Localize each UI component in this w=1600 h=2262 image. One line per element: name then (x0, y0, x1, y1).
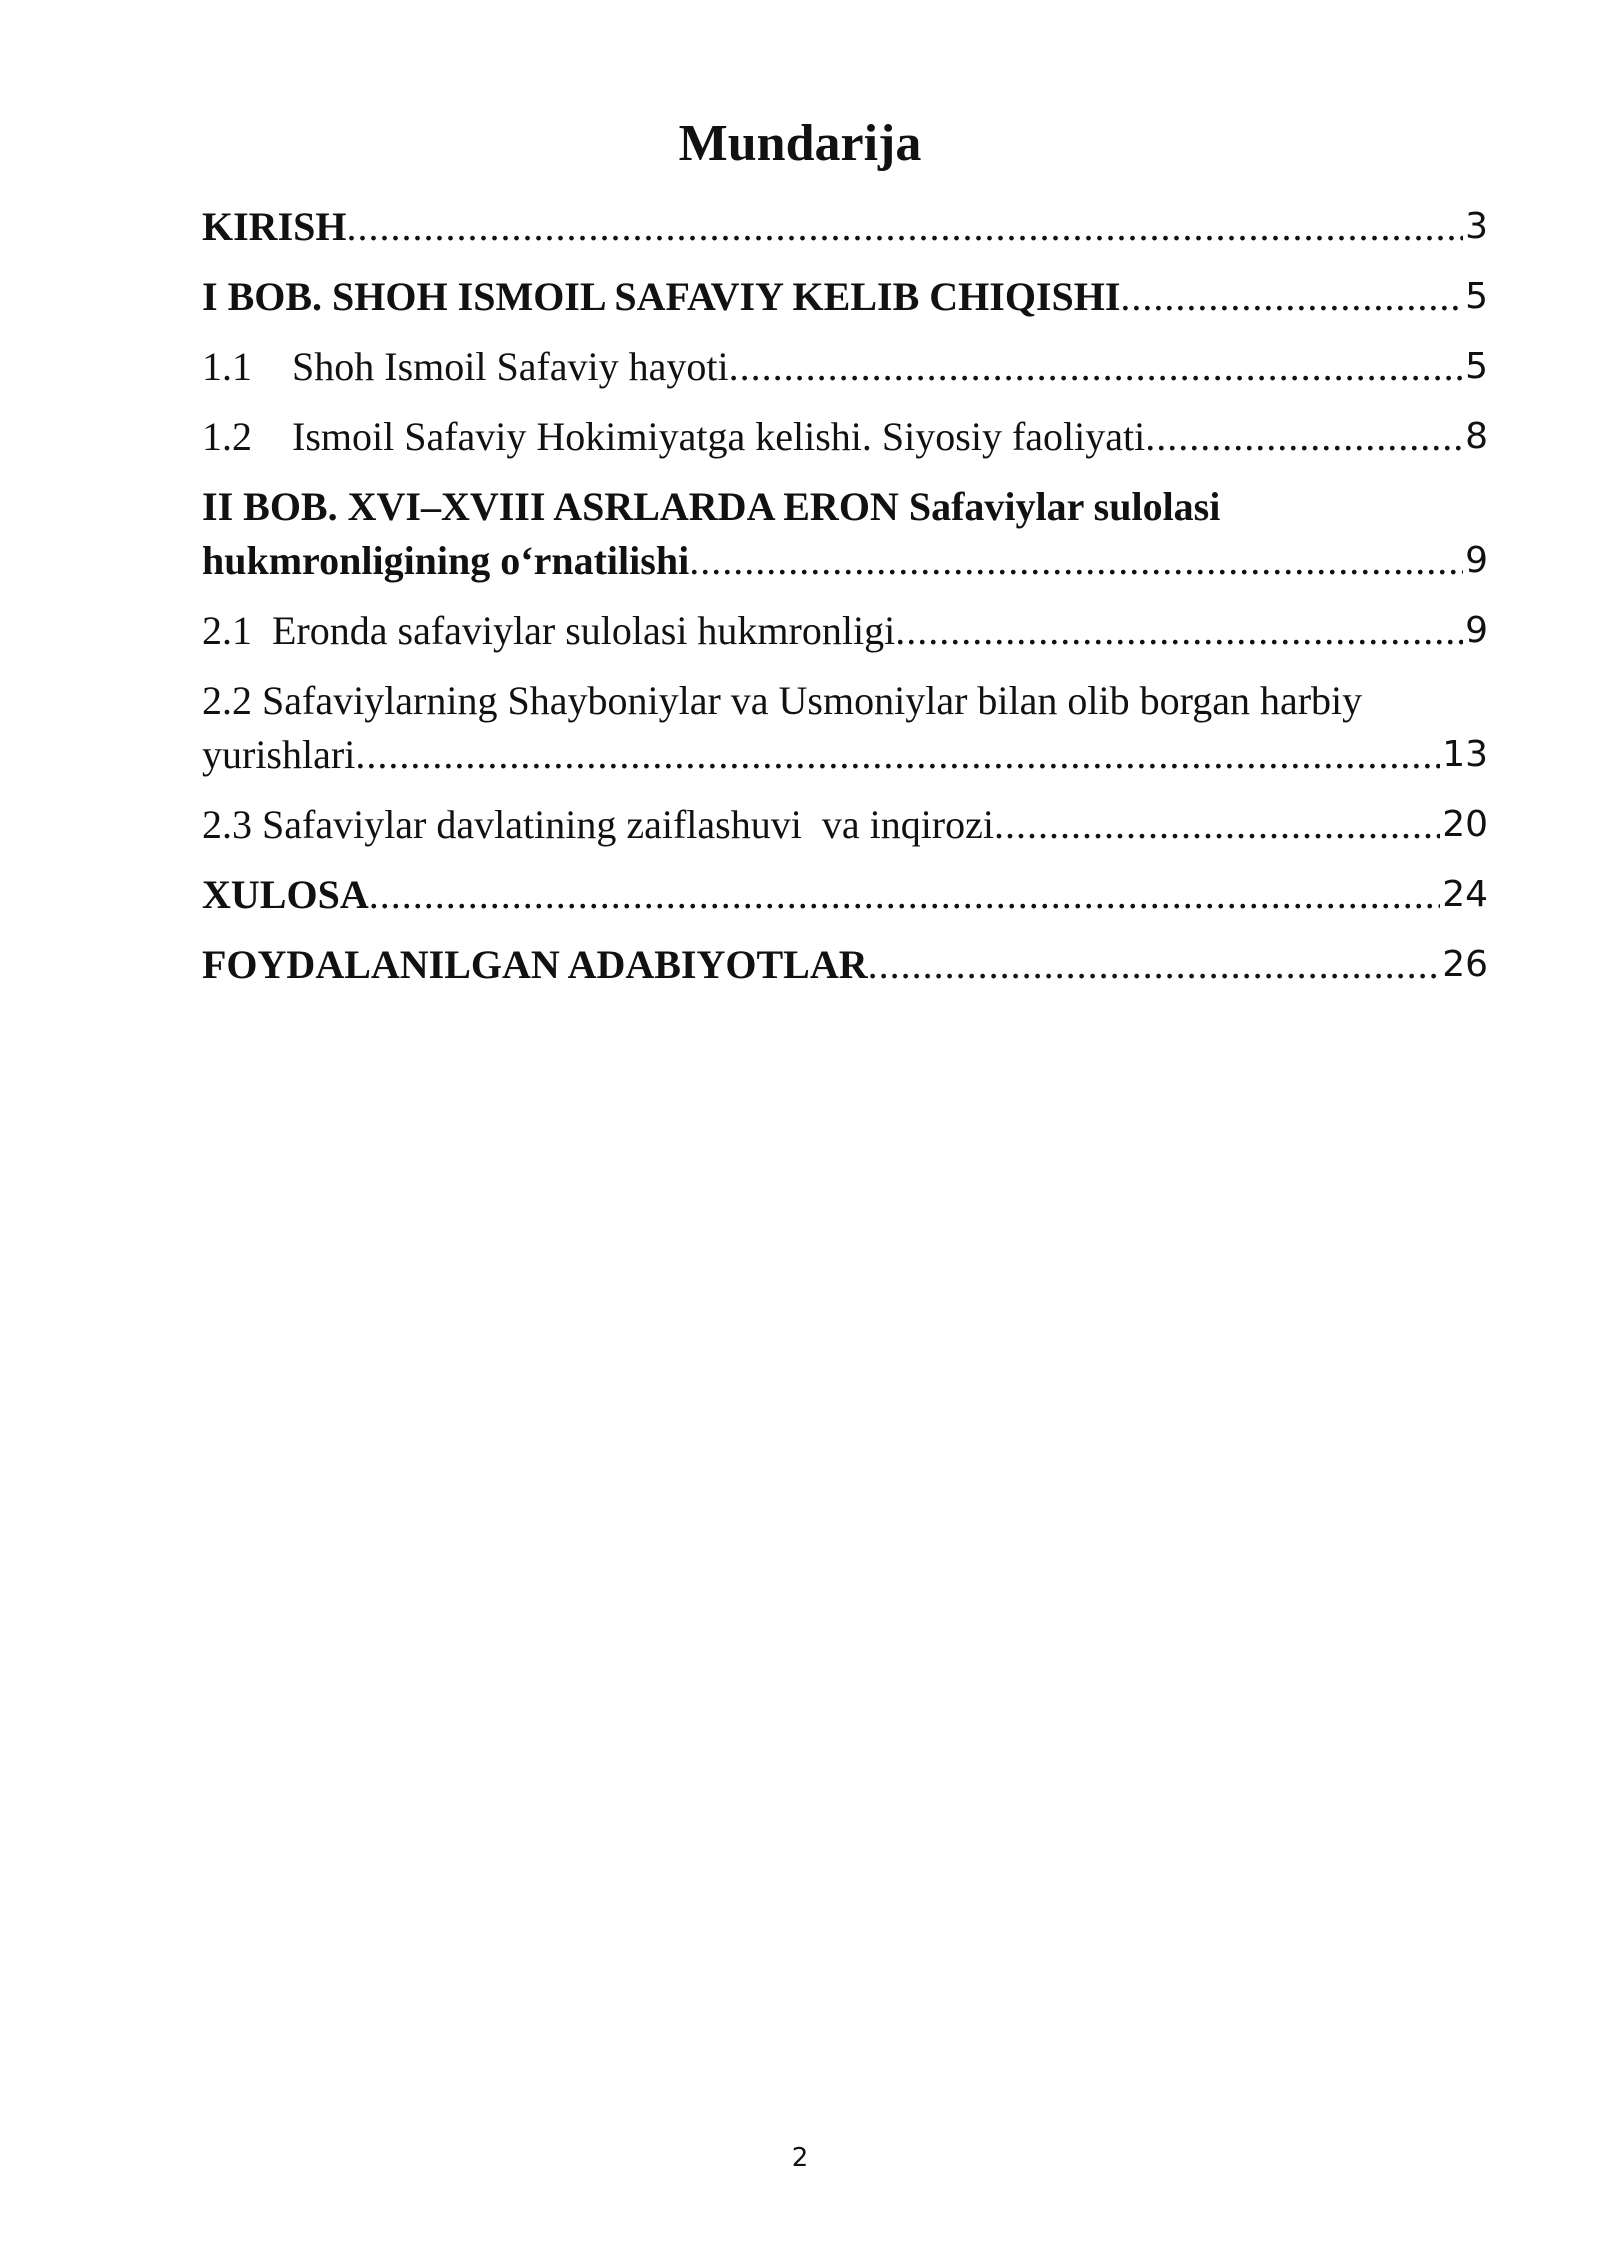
toc-entry-section-1-2 (202, 410, 1488, 464)
toc-entry-page: 26 (1442, 944, 1488, 985)
toc-entry-label: 2.1 Eronda safaviylar sulolasi hukmronligi (202, 608, 896, 653)
toc-entry-label: yurishlari (202, 732, 356, 777)
toc-entry-label: XULOSA (202, 872, 369, 917)
toc-entry-page: 5 (1465, 346, 1488, 387)
toc-entry-page: 9 (1465, 540, 1488, 581)
dot-leader (689, 534, 1463, 588)
toc-entry-section-2-2 (202, 674, 1488, 782)
dot-leader (355, 728, 1440, 782)
dot-leader (1145, 410, 1463, 464)
toc-entry-kirish (202, 200, 1488, 254)
toc-entry-label: FOYDALANILGAN ADABIYOTLAR (202, 942, 868, 987)
toc-entry-page: 8 (1465, 416, 1488, 457)
toc-entry-xulosa (202, 868, 1488, 922)
toc-entry-label: 1.2 Ismoil Safaviy Hokimiyatga kelishi. Siyosiy faoliyati (202, 414, 1146, 459)
dot-leader (1120, 270, 1463, 324)
toc-entry-page: 20 (1442, 804, 1488, 845)
toc-entry-label: KIRISH (202, 204, 347, 249)
dot-leader (868, 938, 1441, 992)
toc-entry-label-line1: II BOB. XVI–XVIII ASRLARDA ERON Safaviylar sulolasi (202, 484, 1221, 529)
toc-entry-page: 5 (1465, 276, 1488, 317)
toc-entry-section-2-3 (202, 798, 1488, 852)
dot-leader (994, 798, 1440, 852)
toc-entry-label: 1.1 Shoh Ismoil Safaviy hayoti (202, 344, 729, 389)
toc-entry-chapter-1 (202, 270, 1488, 324)
toc-entry-label-line1: 2.2 Safaviylarning Shayboniylar va Usmoniylar bilan olib borgan harbiy (202, 678, 1363, 723)
toc-entry-page: 9 (1465, 610, 1488, 651)
toc-entry-chapter-2 (202, 480, 1488, 588)
dot-leader (347, 200, 1464, 254)
page-title: Mundarija (678, 115, 922, 172)
table-of-contents (202, 200, 1488, 1008)
toc-entry-page: 24 (1442, 874, 1488, 915)
toc-entry-label: I BOB. SHOH ISMOIL SAFAVIY KELIB CHIQISHI (202, 274, 1121, 319)
toc-entry-references (202, 938, 1488, 992)
toc-entry-section-1-1 (202, 340, 1488, 394)
toc-entry-page: 13 (1442, 734, 1488, 775)
toc-entry-label: 2.3 Safaviylar davlatining zaiflashuvi va inqirozi (202, 802, 994, 847)
dot-leader (729, 340, 1463, 394)
dot-leader (895, 604, 1463, 658)
page-number: 2 (791, 2143, 809, 2173)
toc-entry-page: 3 (1465, 206, 1488, 247)
toc-entry-label: hukmronligining o‘rnatilishi (202, 538, 690, 583)
toc-entry-section-2-1 (202, 604, 1488, 658)
dot-leader (369, 868, 1440, 922)
